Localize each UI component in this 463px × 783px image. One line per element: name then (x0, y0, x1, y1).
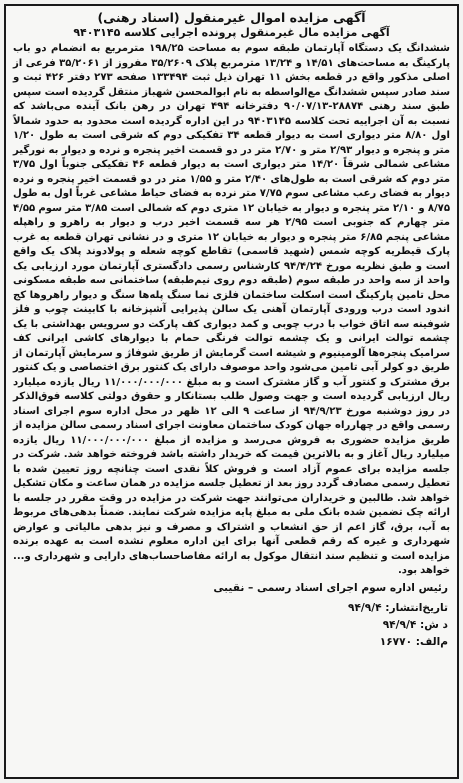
legal-notice (4, 4, 459, 779)
notice-subtitle: آگهی مزایده مال غیرمنقول پرونده اجرایی کلاسه ۹۴۰۳۱۴۵ (73, 26, 390, 39)
reference-number: د ش: ۹۴/۹/۴ (382, 618, 448, 631)
notice-signature: رئیس اداره سوم اجرای اسناد رسمی – نقیبی (213, 581, 448, 594)
notice-body: ششدانگ یک دستگاه آپارتمان طبقه سوم به مساحت ۱۹۸/۲۵ مترمربع به انضمام دو باب پارکینگ به مساحت‌های ۱۴/۵۱ و ۱۳/۲۴ مترمربع پلاک ۳۵/۲۶۰۹ مفروز از ۳۵/۲۰۶۱ فرعی از اصلی مذکور واقع در قطعه بخش ۱۱ تهران ذیل ثبت ۱۳۳۴۹۴ صفحه ۲۷۳ دفتر ۴۲۶ ثبت و سند صادر سپس ششدانگ مع‌الواسطه به نام ابوالمحسن شهباز منتقل گردیده است سپس طبق سند رهنی ۲۸۸۷۴-۹۰/۰۷/۱۳ دفترخانه ۴۹۴ تهران در رهن بانک آینده می‌باشد که نسبت به آن اجراییه تحت کلاسه ۹۴۰۳۱۴۵ در این اداره گردیده است محدود به حدود شمالاً اول ۸/۸۰ متر دیواری است به دیوار قطعه ۳۴ تفکیکی دوم که شرقی است به طول ۱/۲۰ متر و پنجره و دیوار ۲/۹۳ متر و ۲/۷۰ متر در دو قسمت اخیر پنجره و نرده و دیوار به نورگیر مشاعی شمالی شرقاً ۱۴/۲۰ متر دیواری است به دیوار قطعه ۴۶ تفکیکی جنوباً اول ۳/۷۵ متر دوم که شرقی است به طول‌های ۲/۴۰ متر و ۱/۵۵ متر در دو قسمت اخیر پنجره و نرده دیوار به فضای رعب مشاعی سوم ۷/۷۵ متر نرده به فضای حیاط مشاعی غرباً اول به طول ۸/۷۵ و ۲/۱۰ متر پنجره و دیوار به خیابان ۱۲ متری دوم که شمالی است ۳/۸۵ متر سوم ۴/۵۵ متر چهارم که جنوبی است ۲/۹۵ هر سه قسمت اخیر درب و دیوار به راهرو و راهپله مشاعی پنجم ۶/۸۵ متر پنجره و دیوار به خیابان ۱۲ متری و در نشانی تهران قطعه به غرب پارک قیطریه کوچه شمس (شهید قاسمی) تقاطع کوچه شعله و پولادوند پلاک یک واقع است و طبق نظریه مورخ ۹۴/۴/۲۴ کارشناس رسمی دادگستری آپارتمان مورد ارزیابی یک واحد از سه واحد در طبقه سوم (طبقه دوم روی نیم‌طبقه) ساختمانی سه طبقه مسکونی محل تامین پارکینگ است اسکلت ساختمان فلزی نما سنگ پله‌ها سنگ و دیوار راهروها کج اندود است درب ورودی آپارتمان آهنی یک سالن پذیرایی آشپزخانه با کابینت چوب و فلز شوفینه سه اتاق خواب با درب چوبی و کمد دیواری کف پارکت دو سرویس بهداشتی با یک چشمه توالت ایرانی و یک چشمه توالت فرنگی حمام با دیوارهای کاشی ایرانی کف سرامیک پنجره‌ها آلومینیوم و شیشه است گرمایش از طریق شوفاژ و سرمایش آپارتمان از طریق دو کولر آبی تامین می‌شود واحد موصوف دارای یک کنتور برق اختصاصی و یک کنتور برق مشترک و کنتور آب و گاز مشترک است و به مبلغ ۱۱/۰۰۰/۰۰۰/۰۰۰ ریال یازده میلیارد ریال ارزیابی گردیده است و جهت وصول طلب بستانکار و حقوق دولتی کلاسه فوق‌الذکر در روز دوشنبه مورخ ۹۴/۹/۲۳ از ساعت ۹ الی ۱۲ ظهر در محل اداره سوم اجرای اسناد رسمی واقع در چهارراه جهان کودک ساختمان معاونت اجرای اسناد رسمی سالن مزایده از طریق مزایده حضوری به فروش می‌رسد و مزایده از مبلغ ۱۱/۰۰۰/۰۰۰/۰۰۰ ریال یازده میلیارد ریال آغاز و به بالاترین قیمت که خریدار داشته باشد فروخته خواهد شد. شرکت در جلسه مزایده برای عموم آزاد است و فروش کلاً نقدی است چنانچه روز تعیین شده با تعطیل رسمی مصادف گردد روز بعد از تعطیل جلسه مزایده در همان ساعت و مکان تشکیل خواهد شد. طالبین و خریداران می‌توانند جهت شرکت در مزایده در وقت مقرر در جلسه با ارائه چک تضمین شده بانک ملی به مبلغ پایه مزایده شرکت نمایند. ضمناً بدهی‌های مربوط به آب، برق، گاز اعم از حق انشعاب و اشتراک و مصرف و نیز بدهی مالیاتی و عوارض شهرداری و غیره که رقم قطعی آنها برای این اداره معلوم نشده است به عهده برنده مزایده است و تنظیم سند انتقال موکول به ارائه مفاصاحساب‌های دارایی و شهرداری و... خواهد بود. (13, 43, 451, 576)
office-reference: م‌الف: ۱۶۷۷۰ (379, 635, 448, 648)
publish-date: تاریخ‌انتشار: ۹۴/۹/۴ (348, 601, 448, 614)
notice-footer (13, 600, 450, 651)
notice-title: آگهی مزایده اموال غیرمنقول (اسناد رهنی) (97, 10, 366, 25)
